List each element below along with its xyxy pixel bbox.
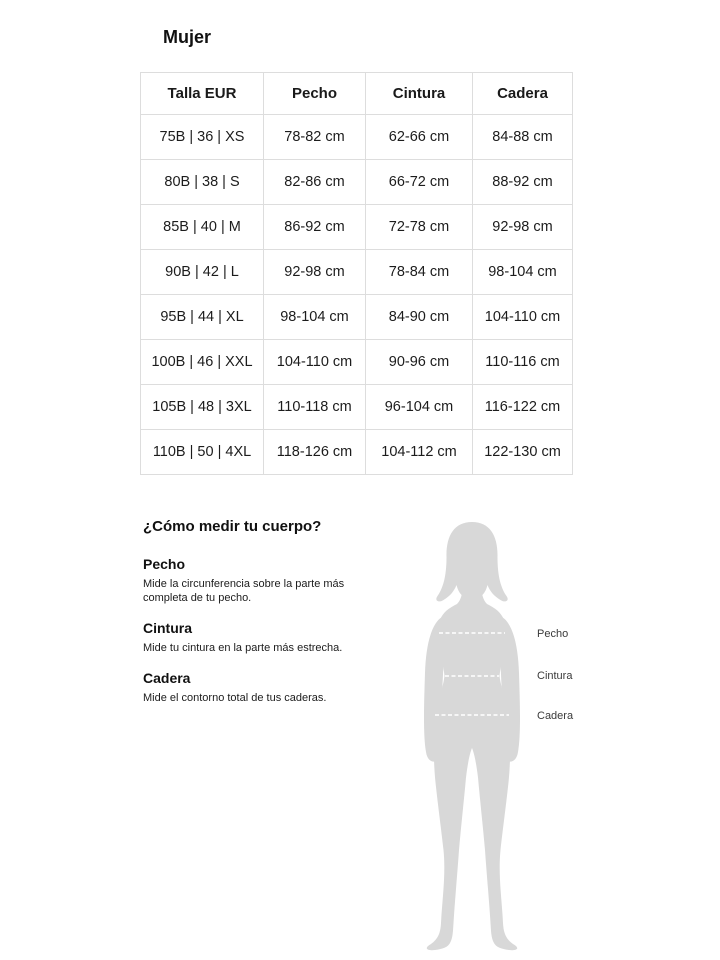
body-measurement-figure — [416, 520, 528, 952]
table-cell: 90-96 cm — [366, 340, 473, 385]
table-cell: 84-88 cm — [473, 115, 573, 160]
table-row — [141, 160, 573, 205]
table-cell: 92-98 cm — [264, 250, 366, 295]
table-cell: 82-86 cm — [264, 160, 366, 205]
page-title: Mujer — [163, 27, 212, 47]
table-row — [141, 115, 573, 160]
table-cell: 92-98 cm — [473, 205, 573, 250]
table-cell: 88-92 cm — [473, 160, 573, 205]
table-cell: 85B | 40 | M — [141, 205, 264, 250]
table-cell: 72-78 cm — [366, 205, 473, 250]
table-cell: 90B | 42 | L — [141, 250, 264, 295]
table-cell: 78-84 cm — [366, 250, 473, 295]
table-cell: 110-116 cm — [473, 340, 573, 385]
size-table — [140, 72, 573, 475]
figure-label-pecho: Pecho — [537, 628, 569, 640]
table-cell: 66-72 cm — [366, 160, 473, 205]
female-silhouette-icon — [416, 520, 528, 952]
table-cell: 104-110 cm — [264, 340, 366, 385]
table-cell: 75B | 36 | XS — [141, 115, 264, 160]
table-cell: 118-126 cm — [264, 430, 366, 475]
table-cell: 110B | 50 | 4XL — [141, 430, 264, 475]
guide-heading-cadera: Cadera — [143, 670, 191, 686]
table-cell: 96-104 cm — [366, 385, 473, 430]
column-header-cadera: Cadera — [473, 73, 573, 115]
measure-guide — [143, 517, 383, 705]
table-row — [141, 205, 573, 250]
table-row — [141, 430, 573, 475]
table-cell: 122-130 cm — [473, 430, 573, 475]
table-cell: 116-122 cm — [473, 385, 573, 430]
column-header-pecho: Pecho — [264, 73, 366, 115]
column-header-cintura: Cintura — [366, 73, 473, 115]
guide-heading-cintura: Cintura — [143, 620, 192, 636]
guide-text-cintura: Mide tu cintura en la parte más estrecha. — [143, 642, 343, 654]
figure-label-cadera: Cadera — [537, 710, 574, 722]
table-cell: 104-110 cm — [473, 295, 573, 340]
column-header-talla-eur: Talla EUR — [141, 73, 264, 115]
table-cell: 110-118 cm — [264, 385, 366, 430]
size-table-body — [141, 115, 573, 475]
table-row — [141, 295, 573, 340]
table-cell: 78-82 cm — [264, 115, 366, 160]
table-cell: 98-104 cm — [473, 250, 573, 295]
table-cell: 80B | 38 | S — [141, 160, 264, 205]
header-row — [141, 73, 573, 115]
figure-label-cintura: Cintura — [537, 670, 573, 682]
table-row — [141, 250, 573, 295]
table-cell: 62-66 cm — [366, 115, 473, 160]
table-row — [141, 385, 573, 430]
silhouette-shapes — [424, 522, 520, 950]
table-cell: 104-112 cm — [366, 430, 473, 475]
table-cell: 98-104 cm — [264, 295, 366, 340]
table-cell: 86-92 cm — [264, 205, 366, 250]
table-cell: 95B | 44 | XL — [141, 295, 264, 340]
measure-guide-title: ¿Cómo medir tu cuerpo? — [143, 518, 322, 535]
table-cell: 100B | 46 | XXL — [141, 340, 264, 385]
size-table-header — [141, 73, 573, 115]
guide-heading-pecho: Pecho — [143, 556, 186, 572]
guide-text-pecho: Mide la circunferencia sobre la parte más completa de tu pecho. — [143, 578, 345, 604]
table-cell: 105B | 48 | 3XL — [141, 385, 264, 430]
table-row — [141, 340, 573, 385]
guide-text-cadera: Mide el contorno total de tus caderas. — [143, 692, 327, 704]
table-cell: 84-90 cm — [366, 295, 473, 340]
